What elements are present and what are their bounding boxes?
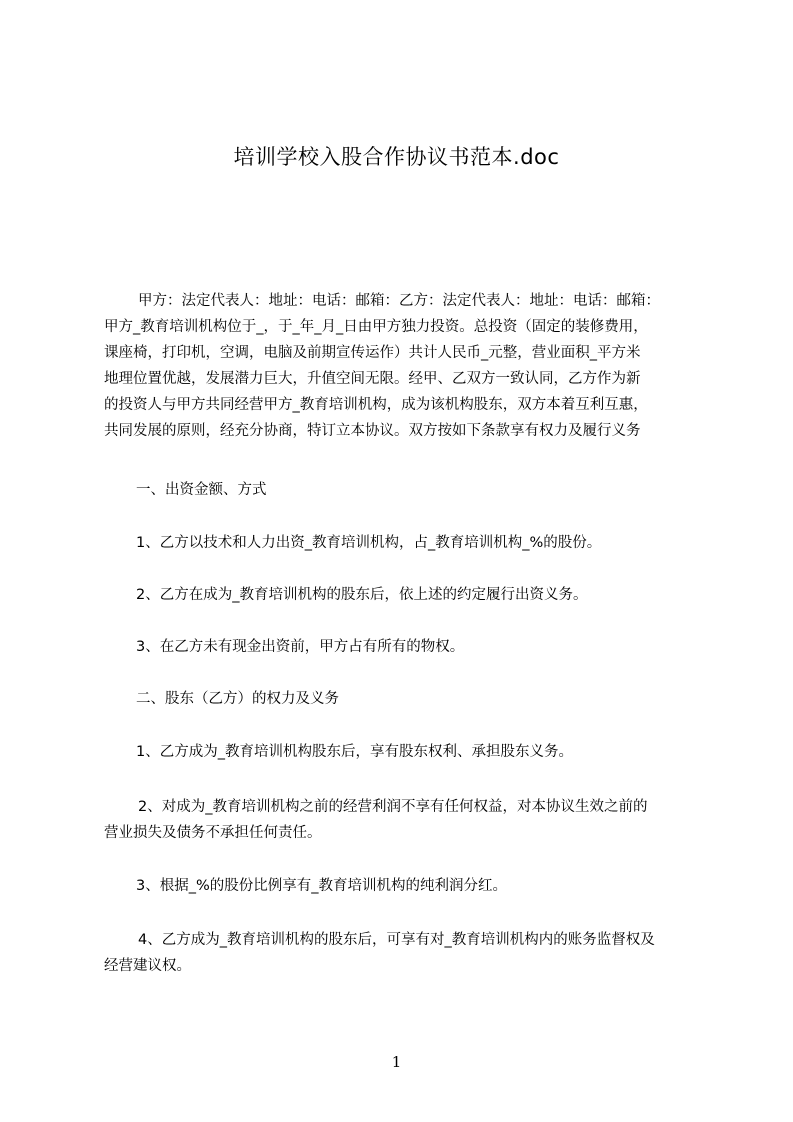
section-1-item-1-text: 1、乙方以技术和人力出资_教育培训机构，占_教育培训机构_%的股份。 xyxy=(136,535,602,551)
document-title: 培训学校入股合作协议书范本.doc xyxy=(233,145,560,169)
section-2-item-2-line: 营业损失及债务不承担任何责任。 xyxy=(104,825,322,841)
section-2-item-3 xyxy=(104,873,714,899)
page-number: 1 xyxy=(391,1053,402,1071)
section-2-item-4 xyxy=(104,927,714,979)
intro-line: 甲方_教育培训机构位于_，于_年_月_日由甲方独力投资。总投资（固定的装修费用， xyxy=(104,319,648,335)
intro-line: 共同发展的原则，经充分协商，特订立本协议。双方按如下条款享有权力及履行义务 xyxy=(104,423,641,439)
section-2-item-4-line: 经营建议权。 xyxy=(104,958,191,974)
section-2-item-2-line: 2、对成为_教育培训机构之前的经营利润不享有任何权益，对本协议生效之前的 xyxy=(138,799,648,815)
intro-line: 课座椅，打印机，空调，电脑及前期宣传运作）共计人民币_元整，营业面积_平方米 xyxy=(104,345,641,361)
section-2-heading-text: 二、股东（乙方）的权力及义务 xyxy=(136,691,339,707)
section-2-item-1 xyxy=(104,739,714,765)
section-1-item-3-text: 3、在乙方未有现金出资前，甲方占有所有的物权。 xyxy=(136,639,465,655)
intro-line: 甲方：法定代表人：地址：电话：邮箱：乙方：法定代表人：地址：电话：邮箱： xyxy=(138,293,660,309)
section-2-heading xyxy=(104,686,714,712)
intro-line: 地理位置优越，发展潜力巨大，升值空间无限。经甲、乙双方一致认同，乙方作为新 xyxy=(104,371,641,387)
section-2-item-3-text: 3、根据_%的股份比例享有_教育培训机构的纯利润分红。 xyxy=(136,878,508,894)
section-2-item-4-line: 4、乙方成为_教育培训机构的股东后，可享有对_教育培训机构内的账务监督权及 xyxy=(138,932,655,948)
section-1-heading xyxy=(104,477,714,503)
section-1-item-3 xyxy=(104,634,714,660)
section-1-heading-text: 一、出资金额、方式 xyxy=(136,482,267,498)
section-1-item-2 xyxy=(104,582,714,608)
section-2-item-1-text: 1、乙方成为_教育培训机构股东后，享有股东权利、承担股东义务。 xyxy=(136,744,573,760)
intro-paragraph xyxy=(104,288,714,444)
section-1-item-1 xyxy=(104,530,714,556)
section-1-item-2-text: 2、乙方在成为_教育培训机构的股东后，依上述的约定履行出资义务。 xyxy=(136,587,588,603)
intro-line: 的投资人与甲方共同经营甲方_教育培训机构，成为该机构股东，双方本着互利互惠， xyxy=(104,397,648,413)
section-2-item-2 xyxy=(104,794,714,846)
